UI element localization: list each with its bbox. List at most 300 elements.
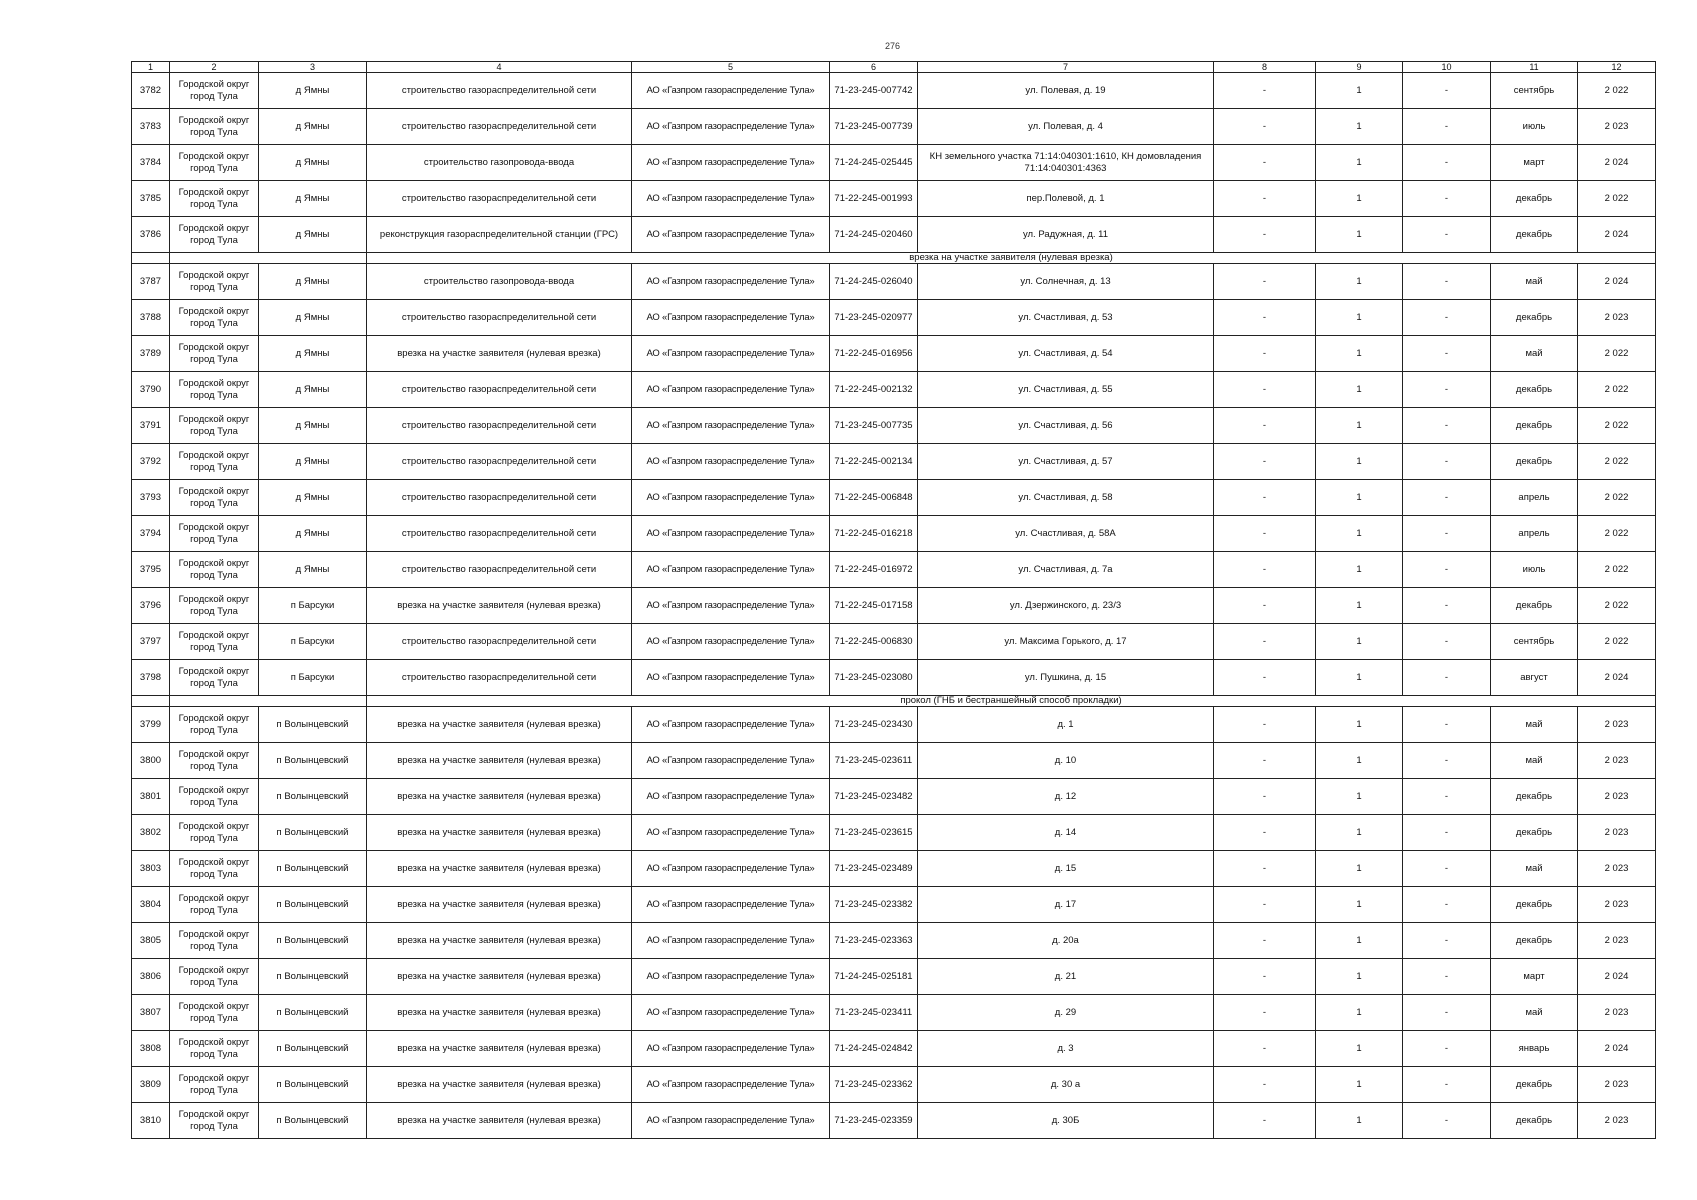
year-cell: 2 023 bbox=[1578, 1103, 1656, 1139]
settlement-cell: д Ямны bbox=[259, 145, 367, 181]
column-header: 10 bbox=[1403, 62, 1491, 73]
year-cell: 2 023 bbox=[1578, 815, 1656, 851]
work-type-cell: врезка на участке заявителя (нулевая врезка) bbox=[367, 336, 632, 372]
month-cell: сентябрь bbox=[1491, 73, 1578, 109]
settlement-cell: п Барсуки bbox=[259, 624, 367, 660]
month-cell: май bbox=[1491, 851, 1578, 887]
settlement-cell: д Ямны bbox=[259, 217, 367, 253]
table-row bbox=[132, 624, 1656, 660]
section-blank-cell bbox=[170, 696, 367, 707]
year-cell: 2 023 bbox=[1578, 851, 1656, 887]
month-cell: декабрь bbox=[1491, 181, 1578, 217]
value-cell: - bbox=[1214, 624, 1316, 660]
year-cell: 2 024 bbox=[1578, 264, 1656, 300]
organization-cell: АО «Газпром газораспределение Тула» bbox=[632, 300, 830, 336]
settlement-cell: п Волынцевский bbox=[259, 743, 367, 779]
value-cell: - bbox=[1214, 145, 1316, 181]
address-cell: ул. Счастливая, д. 7а bbox=[918, 552, 1214, 588]
organization-cell: АО «Газпром газораспределение Тула» bbox=[632, 408, 830, 444]
table-body bbox=[132, 62, 1656, 1139]
municipality-cell: Городской округ город Тула bbox=[170, 372, 259, 408]
organization-cell: АО «Газпром газораспределение Тула» bbox=[632, 995, 830, 1031]
settlement-cell: д Ямны bbox=[259, 109, 367, 145]
address-cell: ул. Счастливая, д. 55 bbox=[918, 372, 1214, 408]
quantity-cell: 1 bbox=[1316, 995, 1403, 1031]
value-cell: - bbox=[1214, 815, 1316, 851]
value-cell: - bbox=[1403, 480, 1491, 516]
application-number-cell: 71-23-245-023482 bbox=[830, 779, 918, 815]
application-number-cell: 71-24-245-025445 bbox=[830, 145, 918, 181]
value-cell: - bbox=[1214, 959, 1316, 995]
address-cell: д. 12 bbox=[918, 779, 1214, 815]
value-cell: - bbox=[1214, 372, 1316, 408]
work-type-cell: врезка на участке заявителя (нулевая врезка) bbox=[367, 743, 632, 779]
row-number-cell: 3805 bbox=[132, 923, 170, 959]
quantity-cell: 1 bbox=[1316, 336, 1403, 372]
municipality-cell: Городской округ город Тула bbox=[170, 851, 259, 887]
month-cell: декабрь bbox=[1491, 408, 1578, 444]
address-cell: ул. Полевая, д. 4 bbox=[918, 109, 1214, 145]
quantity-cell: 1 bbox=[1316, 181, 1403, 217]
quantity-cell: 1 bbox=[1316, 408, 1403, 444]
value-cell: - bbox=[1214, 1031, 1316, 1067]
month-cell: декабрь bbox=[1491, 1103, 1578, 1139]
quantity-cell: 1 bbox=[1316, 145, 1403, 181]
settlement-cell: д Ямны bbox=[259, 264, 367, 300]
municipality-cell: Городской округ город Тула bbox=[170, 1067, 259, 1103]
value-cell: - bbox=[1214, 516, 1316, 552]
quantity-cell: 1 bbox=[1316, 707, 1403, 743]
organization-cell: АО «Газпром газораспределение Тула» bbox=[632, 743, 830, 779]
value-cell: - bbox=[1214, 887, 1316, 923]
work-type-cell: строительство газораспределительной сети bbox=[367, 73, 632, 109]
month-cell: май bbox=[1491, 995, 1578, 1031]
application-number-cell: 71-23-245-023382 bbox=[830, 887, 918, 923]
work-type-cell: строительство газораспределительной сети bbox=[367, 181, 632, 217]
application-number-cell: 71-23-245-023363 bbox=[830, 923, 918, 959]
work-type-cell: врезка на участке заявителя (нулевая врезка) bbox=[367, 851, 632, 887]
value-cell: - bbox=[1403, 1067, 1491, 1103]
month-cell: май bbox=[1491, 264, 1578, 300]
year-cell: 2 022 bbox=[1578, 552, 1656, 588]
section-title: прокол (ГНБ и бестраншейный способ прокладки) bbox=[367, 696, 1656, 707]
value-cell: - bbox=[1214, 480, 1316, 516]
address-cell: д. 30 а bbox=[918, 1067, 1214, 1103]
month-cell: май bbox=[1491, 707, 1578, 743]
month-cell: декабрь bbox=[1491, 300, 1578, 336]
settlement-cell: п Волынцевский bbox=[259, 995, 367, 1031]
application-number-cell: 71-22-245-006848 bbox=[830, 480, 918, 516]
organization-cell: АО «Газпром газораспределение Тула» bbox=[632, 552, 830, 588]
month-cell: сентябрь bbox=[1491, 624, 1578, 660]
municipality-cell: Городской округ город Тула bbox=[170, 264, 259, 300]
table-row bbox=[132, 480, 1656, 516]
column-header: 9 bbox=[1316, 62, 1403, 73]
settlement-cell: п Волынцевский bbox=[259, 707, 367, 743]
month-cell: декабрь bbox=[1491, 444, 1578, 480]
address-cell: д. 14 bbox=[918, 815, 1214, 851]
address-cell: д. 21 bbox=[918, 959, 1214, 995]
column-header: 4 bbox=[367, 62, 632, 73]
address-cell: д. 15 bbox=[918, 851, 1214, 887]
settlement-cell: д Ямны bbox=[259, 444, 367, 480]
month-cell: декабрь bbox=[1491, 588, 1578, 624]
municipality-cell: Городской округ город Тула bbox=[170, 516, 259, 552]
row-number-cell: 3782 bbox=[132, 73, 170, 109]
value-cell: - bbox=[1214, 588, 1316, 624]
settlement-cell: п Волынцевский bbox=[259, 887, 367, 923]
table-row bbox=[132, 300, 1656, 336]
value-cell: - bbox=[1403, 851, 1491, 887]
table-row bbox=[132, 181, 1656, 217]
municipality-cell: Городской округ город Тула bbox=[170, 743, 259, 779]
year-cell: 2 023 bbox=[1578, 1067, 1656, 1103]
row-number-cell: 3801 bbox=[132, 779, 170, 815]
month-cell: март bbox=[1491, 145, 1578, 181]
work-type-cell: строительство газопровода-ввода bbox=[367, 145, 632, 181]
municipality-cell: Городской округ город Тула bbox=[170, 552, 259, 588]
quantity-cell: 1 bbox=[1316, 588, 1403, 624]
quantity-cell: 1 bbox=[1316, 1067, 1403, 1103]
municipality-cell: Городской округ город Тула bbox=[170, 217, 259, 253]
organization-cell: АО «Газпром газораспределение Тула» bbox=[632, 624, 830, 660]
address-cell: ул. Счастливая, д. 53 bbox=[918, 300, 1214, 336]
month-cell: май bbox=[1491, 743, 1578, 779]
row-number-cell: 3790 bbox=[132, 372, 170, 408]
gas-connection-table bbox=[131, 61, 1656, 1139]
settlement-cell: д Ямны bbox=[259, 408, 367, 444]
settlement-cell: д Ямны bbox=[259, 300, 367, 336]
value-cell: - bbox=[1403, 995, 1491, 1031]
application-number-cell: 71-24-245-024842 bbox=[830, 1031, 918, 1067]
application-number-cell: 71-22-245-002134 bbox=[830, 444, 918, 480]
month-cell: январь bbox=[1491, 1031, 1578, 1067]
row-number-cell: 3799 bbox=[132, 707, 170, 743]
organization-cell: АО «Газпром газораспределение Тула» bbox=[632, 73, 830, 109]
work-type-cell: строительство газораспределительной сети bbox=[367, 372, 632, 408]
month-cell: март bbox=[1491, 959, 1578, 995]
municipality-cell: Городской округ город Тула bbox=[170, 815, 259, 851]
address-cell: д. 17 bbox=[918, 887, 1214, 923]
row-number-cell: 3793 bbox=[132, 480, 170, 516]
year-cell: 2 022 bbox=[1578, 480, 1656, 516]
value-cell: - bbox=[1403, 1031, 1491, 1067]
application-number-cell: 71-22-245-001993 bbox=[830, 181, 918, 217]
year-cell: 2 022 bbox=[1578, 408, 1656, 444]
year-cell: 2 023 bbox=[1578, 887, 1656, 923]
table-row bbox=[132, 516, 1656, 552]
section-blank-cell bbox=[132, 253, 170, 264]
year-cell: 2 023 bbox=[1578, 707, 1656, 743]
month-cell: июль bbox=[1491, 109, 1578, 145]
value-cell: - bbox=[1214, 552, 1316, 588]
value-cell: - bbox=[1214, 181, 1316, 217]
application-number-cell: 71-22-245-016972 bbox=[830, 552, 918, 588]
organization-cell: АО «Газпром газораспределение Тула» bbox=[632, 660, 830, 696]
application-number-cell: 71-23-245-023430 bbox=[830, 707, 918, 743]
municipality-cell: Городской округ город Тула bbox=[170, 779, 259, 815]
quantity-cell: 1 bbox=[1316, 923, 1403, 959]
value-cell: - bbox=[1214, 923, 1316, 959]
organization-cell: АО «Газпром газораспределение Тула» bbox=[632, 109, 830, 145]
municipality-cell: Городской округ город Тула bbox=[170, 300, 259, 336]
application-number-cell: 71-22-245-002132 bbox=[830, 372, 918, 408]
municipality-cell: Городской округ город Тула bbox=[170, 1031, 259, 1067]
municipality-cell: Городской округ город Тула bbox=[170, 145, 259, 181]
row-number-cell: 3807 bbox=[132, 995, 170, 1031]
column-header: 6 bbox=[830, 62, 918, 73]
value-cell: - bbox=[1214, 707, 1316, 743]
column-header: 3 bbox=[259, 62, 367, 73]
year-cell: 2 024 bbox=[1578, 959, 1656, 995]
municipality-cell: Городской округ город Тула bbox=[170, 480, 259, 516]
table-row bbox=[132, 1103, 1656, 1139]
value-cell: - bbox=[1403, 181, 1491, 217]
organization-cell: АО «Газпром газораспределение Тула» bbox=[632, 480, 830, 516]
column-header: 7 bbox=[918, 62, 1214, 73]
year-cell: 2 022 bbox=[1578, 516, 1656, 552]
work-type-cell: строительство газораспределительной сети bbox=[367, 552, 632, 588]
quantity-cell: 1 bbox=[1316, 264, 1403, 300]
row-number-cell: 3796 bbox=[132, 588, 170, 624]
application-number-cell: 71-23-245-023362 bbox=[830, 1067, 918, 1103]
application-number-cell: 71-22-245-017158 bbox=[830, 588, 918, 624]
application-number-cell: 71-22-245-016218 bbox=[830, 516, 918, 552]
application-number-cell: 71-24-245-025181 bbox=[830, 959, 918, 995]
quantity-cell: 1 bbox=[1316, 372, 1403, 408]
organization-cell: АО «Газпром газораспределение Тула» bbox=[632, 815, 830, 851]
quantity-cell: 1 bbox=[1316, 480, 1403, 516]
municipality-cell: Городской округ город Тула bbox=[170, 109, 259, 145]
year-cell: 2 023 bbox=[1578, 109, 1656, 145]
work-type-cell: строительство газораспределительной сети bbox=[367, 624, 632, 660]
month-cell: декабрь bbox=[1491, 887, 1578, 923]
work-type-cell: врезка на участке заявителя (нулевая врезка) bbox=[367, 707, 632, 743]
settlement-cell: п Барсуки bbox=[259, 660, 367, 696]
year-cell: 2 023 bbox=[1578, 743, 1656, 779]
application-number-cell: 71-23-245-020977 bbox=[830, 300, 918, 336]
month-cell: декабрь bbox=[1491, 923, 1578, 959]
row-number-cell: 3788 bbox=[132, 300, 170, 336]
table-row bbox=[132, 743, 1656, 779]
month-cell: декабрь bbox=[1491, 217, 1578, 253]
settlement-cell: д Ямны bbox=[259, 73, 367, 109]
column-header: 1 bbox=[132, 62, 170, 73]
row-number-cell: 3804 bbox=[132, 887, 170, 923]
value-cell: - bbox=[1403, 1103, 1491, 1139]
quantity-cell: 1 bbox=[1316, 1103, 1403, 1139]
organization-cell: АО «Газпром газораспределение Тула» bbox=[632, 264, 830, 300]
column-header: 2 bbox=[170, 62, 259, 73]
year-cell: 2 023 bbox=[1578, 995, 1656, 1031]
application-number-cell: 71-23-245-023489 bbox=[830, 851, 918, 887]
row-number-cell: 3798 bbox=[132, 660, 170, 696]
table-row bbox=[132, 1067, 1656, 1103]
address-cell: ул. Полевая, д. 19 bbox=[918, 73, 1214, 109]
municipality-cell: Городской округ город Тула bbox=[170, 887, 259, 923]
work-type-cell: строительство газораспределительной сети bbox=[367, 109, 632, 145]
value-cell: - bbox=[1214, 408, 1316, 444]
column-number-header-row bbox=[132, 62, 1656, 73]
quantity-cell: 1 bbox=[1316, 887, 1403, 923]
section-blank-cell bbox=[132, 696, 170, 707]
work-type-cell: врезка на участке заявителя (нулевая врезка) bbox=[367, 779, 632, 815]
settlement-cell: д Ямны bbox=[259, 181, 367, 217]
settlement-cell: п Волынцевский bbox=[259, 1031, 367, 1067]
row-number-cell: 3795 bbox=[132, 552, 170, 588]
address-cell: ул. Дзержинского, д. 23/3 bbox=[918, 588, 1214, 624]
section-blank-cell bbox=[170, 253, 367, 264]
row-number-cell: 3797 bbox=[132, 624, 170, 660]
year-cell: 2 023 bbox=[1578, 300, 1656, 336]
row-number-cell: 3787 bbox=[132, 264, 170, 300]
table-row bbox=[132, 995, 1656, 1031]
value-cell: - bbox=[1214, 743, 1316, 779]
column-header: 12 bbox=[1578, 62, 1656, 73]
municipality-cell: Городской округ город Тула bbox=[170, 336, 259, 372]
value-cell: - bbox=[1403, 336, 1491, 372]
work-type-cell: строительство газораспределительной сети bbox=[367, 516, 632, 552]
settlement-cell: д Ямны bbox=[259, 480, 367, 516]
settlement-cell: п Волынцевский bbox=[259, 923, 367, 959]
quantity-cell: 1 bbox=[1316, 779, 1403, 815]
work-type-cell: врезка на участке заявителя (нулевая врезка) bbox=[367, 1031, 632, 1067]
month-cell: декабрь bbox=[1491, 815, 1578, 851]
value-cell: - bbox=[1214, 851, 1316, 887]
address-cell: д. 10 bbox=[918, 743, 1214, 779]
municipality-cell: Городской округ город Тула bbox=[170, 660, 259, 696]
address-cell: д. 29 bbox=[918, 995, 1214, 1031]
month-cell: апрель bbox=[1491, 480, 1578, 516]
organization-cell: АО «Газпром газораспределение Тула» bbox=[632, 959, 830, 995]
settlement-cell: п Волынцевский bbox=[259, 1103, 367, 1139]
work-type-cell: врезка на участке заявителя (нулевая врезка) bbox=[367, 887, 632, 923]
quantity-cell: 1 bbox=[1316, 624, 1403, 660]
organization-cell: АО «Газпром газораспределение Тула» bbox=[632, 887, 830, 923]
organization-cell: АО «Газпром газораспределение Тула» bbox=[632, 1031, 830, 1067]
value-cell: - bbox=[1214, 264, 1316, 300]
column-header: 8 bbox=[1214, 62, 1316, 73]
value-cell: - bbox=[1403, 217, 1491, 253]
row-number-cell: 3806 bbox=[132, 959, 170, 995]
value-cell: - bbox=[1214, 1103, 1316, 1139]
organization-cell: АО «Газпром газораспределение Тула» bbox=[632, 145, 830, 181]
row-number-cell: 3792 bbox=[132, 444, 170, 480]
value-cell: - bbox=[1403, 516, 1491, 552]
month-cell: август bbox=[1491, 660, 1578, 696]
row-number-cell: 3783 bbox=[132, 109, 170, 145]
table-row bbox=[132, 707, 1656, 743]
work-type-cell: врезка на участке заявителя (нулевая врезка) bbox=[367, 923, 632, 959]
value-cell: - bbox=[1403, 73, 1491, 109]
address-cell: КН земельного участка 71:14:040301:1610, КН домовладения 71:14:040301:4363 bbox=[918, 145, 1214, 181]
month-cell: июль bbox=[1491, 552, 1578, 588]
address-cell: д. 30Б bbox=[918, 1103, 1214, 1139]
value-cell: - bbox=[1403, 588, 1491, 624]
value-cell: - bbox=[1214, 217, 1316, 253]
organization-cell: АО «Газпром газораспределение Тула» bbox=[632, 1067, 830, 1103]
section-title: врезка на участке заявителя (нулевая врезка) bbox=[367, 253, 1656, 264]
work-type-cell: строительство газораспределительной сети bbox=[367, 660, 632, 696]
table-row bbox=[132, 588, 1656, 624]
value-cell: - bbox=[1403, 707, 1491, 743]
month-cell: апрель bbox=[1491, 516, 1578, 552]
municipality-cell: Городской округ город Тула bbox=[170, 959, 259, 995]
section-header-row bbox=[132, 253, 1656, 264]
value-cell: - bbox=[1403, 743, 1491, 779]
year-cell: 2 024 bbox=[1578, 660, 1656, 696]
value-cell: - bbox=[1214, 109, 1316, 145]
value-cell: - bbox=[1403, 300, 1491, 336]
municipality-cell: Городской округ город Тула bbox=[170, 181, 259, 217]
month-cell: декабрь bbox=[1491, 779, 1578, 815]
address-cell: ул. Счастливая, д. 56 bbox=[918, 408, 1214, 444]
table-row bbox=[132, 109, 1656, 145]
application-number-cell: 71-23-245-023359 bbox=[830, 1103, 918, 1139]
quantity-cell: 1 bbox=[1316, 552, 1403, 588]
application-number-cell: 71-22-245-006830 bbox=[830, 624, 918, 660]
year-cell: 2 024 bbox=[1578, 1031, 1656, 1067]
value-cell: - bbox=[1403, 109, 1491, 145]
address-cell: ул. Счастливая, д. 58А bbox=[918, 516, 1214, 552]
table-row bbox=[132, 779, 1656, 815]
settlement-cell: п Волынцевский bbox=[259, 1067, 367, 1103]
work-type-cell: реконструкция газораспределительной станции (ГРС) bbox=[367, 217, 632, 253]
value-cell: - bbox=[1403, 815, 1491, 851]
value-cell: - bbox=[1403, 552, 1491, 588]
row-number-cell: 3809 bbox=[132, 1067, 170, 1103]
section-header-row bbox=[132, 696, 1656, 707]
quantity-cell: 1 bbox=[1316, 516, 1403, 552]
month-cell: декабрь bbox=[1491, 372, 1578, 408]
municipality-cell: Городской округ город Тула bbox=[170, 923, 259, 959]
value-cell: - bbox=[1403, 959, 1491, 995]
settlement-cell: д Ямны bbox=[259, 552, 367, 588]
row-number-cell: 3794 bbox=[132, 516, 170, 552]
quantity-cell: 1 bbox=[1316, 743, 1403, 779]
row-number-cell: 3784 bbox=[132, 145, 170, 181]
organization-cell: АО «Газпром газораспределение Тула» bbox=[632, 516, 830, 552]
address-cell: д. 3 bbox=[918, 1031, 1214, 1067]
work-type-cell: врезка на участке заявителя (нулевая врезка) bbox=[367, 995, 632, 1031]
municipality-cell: Городской округ город Тула bbox=[170, 444, 259, 480]
organization-cell: АО «Газпром газораспределение Тула» bbox=[632, 1103, 830, 1139]
value-cell: - bbox=[1403, 923, 1491, 959]
table-row bbox=[132, 660, 1656, 696]
application-number-cell: 71-23-245-023080 bbox=[830, 660, 918, 696]
row-number-cell: 3808 bbox=[132, 1031, 170, 1067]
year-cell: 2 022 bbox=[1578, 336, 1656, 372]
row-number-cell: 3791 bbox=[132, 408, 170, 444]
value-cell: - bbox=[1403, 887, 1491, 923]
value-cell: - bbox=[1214, 444, 1316, 480]
organization-cell: АО «Газпром газораспределение Тула» bbox=[632, 336, 830, 372]
organization-cell: АО «Газпром газораспределение Тула» bbox=[632, 181, 830, 217]
table-row bbox=[132, 444, 1656, 480]
municipality-cell: Городской округ город Тула bbox=[170, 73, 259, 109]
quantity-cell: 1 bbox=[1316, 73, 1403, 109]
value-cell: - bbox=[1214, 336, 1316, 372]
year-cell: 2 022 bbox=[1578, 73, 1656, 109]
settlement-cell: п Волынцевский bbox=[259, 815, 367, 851]
value-cell: - bbox=[1214, 300, 1316, 336]
row-number-cell: 3789 bbox=[132, 336, 170, 372]
value-cell: - bbox=[1403, 145, 1491, 181]
municipality-cell: Городской округ город Тула bbox=[170, 624, 259, 660]
table-row bbox=[132, 336, 1656, 372]
value-cell: - bbox=[1214, 995, 1316, 1031]
work-type-cell: врезка на участке заявителя (нулевая врезка) bbox=[367, 1067, 632, 1103]
